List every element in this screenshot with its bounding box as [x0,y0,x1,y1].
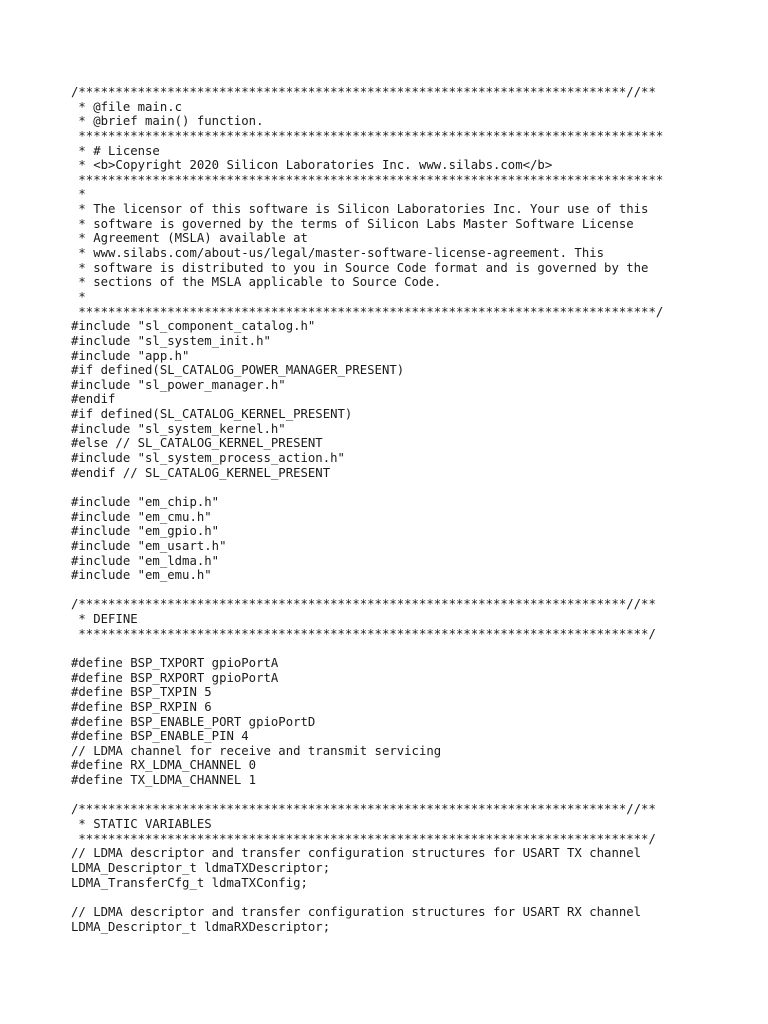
code-line: // LDMA descriptor and transfer configuration structures for USART TX channel [71,846,642,861]
code-line: *****************************************************************************/ [71,626,656,641]
code-line: #define BSP_ENABLE_PIN 4 [71,729,249,744]
code-line: #endif // SL_CATALOG_KERNEL_PRESENT [71,465,331,480]
code-line: LDMA_Descriptor_t ldmaTXDescriptor; [71,860,331,875]
code-line: * @file main.c [71,99,183,114]
code-line: #else // SL_CATALOG_KERNEL_PRESENT [71,436,323,451]
code-line: #define BSP_RXPIN 6 [71,699,212,714]
code-line: #include "em_gpio.h" [71,524,220,539]
code-line: * sections of the MSLA applicable to Source Code. [71,275,442,290]
code-line: LDMA_TransferCfg_t ldmaTXConfig; [71,875,308,890]
code-line [71,583,761,598]
code-line: /**************************************************************************//** [71,597,656,612]
code-line: #endif [71,392,116,407]
code-line: #define BSP_ENABLE_PORT gpioPortD [71,714,316,729]
code-line: #if defined(SL_CATALOG_POWER_MANAGER_PRESENT) [71,363,405,378]
code-line: /**************************************************************************//** [71,85,656,99]
code-line: * software is distributed to you in Source Code format and is governed by the [71,260,649,275]
code-line: * @brief main() function. [71,114,264,129]
code-line: #define RX_LDMA_CHANNEL 0 [71,758,257,773]
code-line: #include "sl_component_catalog.h" [71,319,316,334]
code-line: #include "sl_system_init.h" [71,333,271,348]
code-line: #if defined(SL_CATALOG_KERNEL_PRESENT) [71,407,353,422]
code-line: #include "sl_system_process_action.h" [71,451,345,466]
code-line: * [71,289,86,304]
code-line: #define TX_LDMA_CHANNEL 1 [71,773,257,788]
code-line: ******************************************************************************/ [71,304,664,319]
code-line: * DEFINE [71,612,138,627]
code-line: // LDMA channel for receive and transmit servicing [71,743,442,758]
code-line: LDMA_Descriptor_t ldmaRXDescriptor; [71,919,331,934]
code-line: #define BSP_TXPIN 5 [71,685,212,700]
code-line: #include "em_chip.h" [71,494,220,509]
code-line: #include "em_usart.h" [71,538,227,553]
code-line: * # License [71,143,160,158]
code-line: ******************************************************************************* [71,128,664,143]
code-line: /**************************************************************************//** [71,802,656,817]
code-line: * <b>Copyright 2020 Silicon Laboratories Inc. www.silabs.com</b> [71,158,553,173]
code-line [71,788,761,803]
code-line: #include "em_ldma.h" [71,553,220,568]
code-line: * STATIC VARIABLES [71,817,212,832]
code-line: #include "sl_power_manager.h" [71,377,286,392]
code-line [71,641,761,656]
code-line: * www.silabs.com/about-us/legal/master-software-license-agreement. This [71,246,605,261]
code-line: * [71,187,86,202]
code-line: #include "app.h" [71,348,190,363]
code-line: #include "em_emu.h" [71,568,212,583]
code-line: #define BSP_TXPORT gpioPortA [71,655,279,670]
source-code-listing [71,85,761,934]
code-line: ******************************************************************************* [71,172,664,187]
code-line: // LDMA descriptor and transfer configuration structures for USART RX channel [71,904,642,919]
code-line [71,890,761,905]
code-line: *****************************************************************************/ [71,831,656,846]
code-line: * The licensor of this software is Silicon Laboratories Inc. Your use of this [71,202,649,217]
code-line: #define BSP_RXPORT gpioPortA [71,670,279,685]
code-line: #include "em_cmu.h" [71,509,212,524]
code-line: * software is governed by the terms of Silicon Labs Master Software License [71,216,634,231]
code-line [71,480,761,495]
code-line: #include "sl_system_kernel.h" [71,421,286,436]
code-line: * Agreement (MSLA) available at [71,231,308,246]
